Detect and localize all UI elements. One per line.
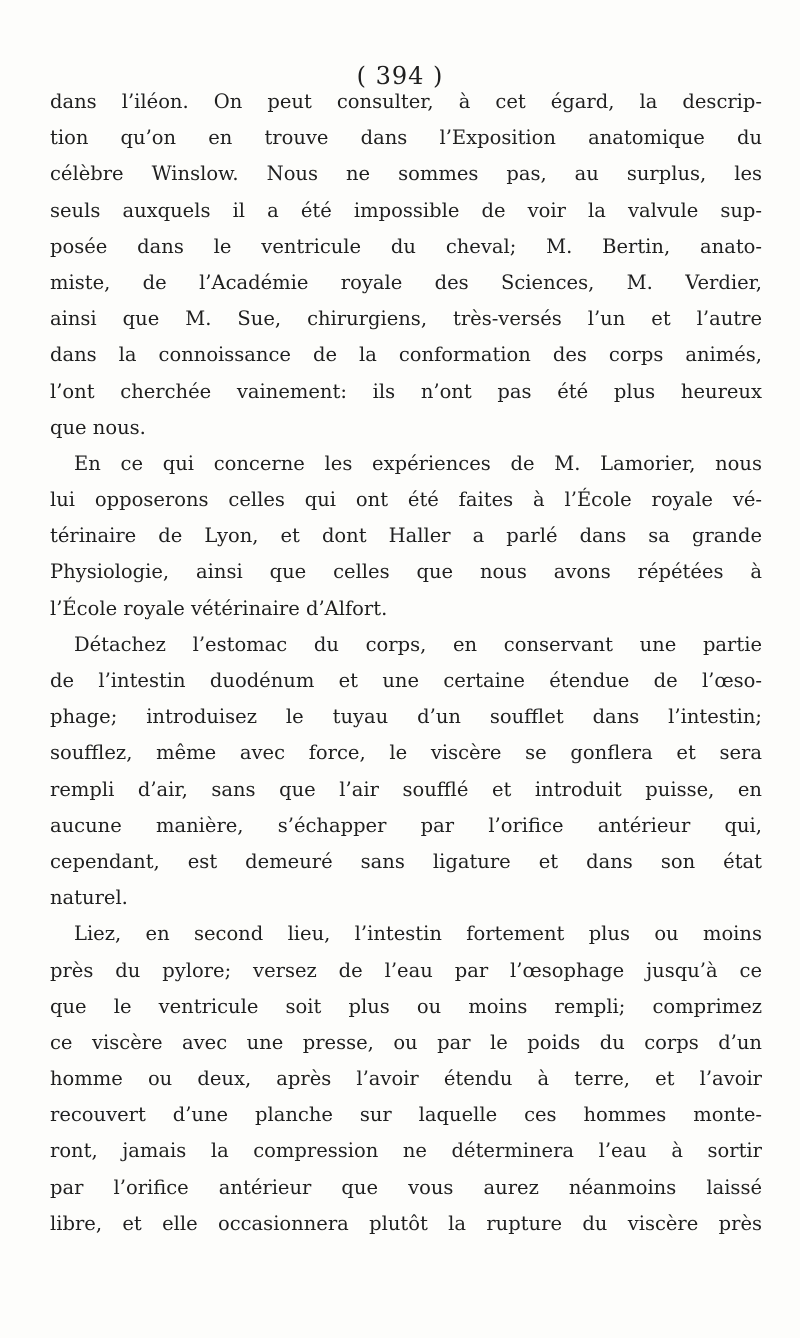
text-line: seuls auxquels il a été impossible de voir la valvule sup-	[50, 198, 762, 222]
text-line: par l’orifice antérieur que vous aurez néanmoins laissé	[50, 1175, 762, 1199]
text-line: posée dans le ventricule du cheval; M. Bertin, anato-	[50, 234, 762, 258]
text-line: que le ventricule soit plus ou moins rempli; comprimez	[50, 994, 762, 1018]
text-line: recouvert d’une planche sur laquelle ces hommes monte-	[50, 1103, 762, 1127]
text-line: dans l’iléon. On peut consulter, à cet égard, la descrip-	[50, 90, 762, 113]
text-line: de l’intestin duodénum et une certaine étendue de l’œso-	[50, 669, 762, 692]
text-line: soufflez, même avec force, le viscère se gonflera et sera	[50, 741, 762, 765]
text-line: rempli d’air, sans que l’air soufflé et introduit puisse, en	[50, 777, 762, 801]
text-line: l’École royale vétérinaire d’Alfort.	[50, 596, 388, 620]
text-line: cependant, est demeuré sans ligature et dans son état	[50, 849, 762, 873]
text-line: lui opposerons celles qui ont été faites à l’École royale vé-	[50, 488, 762, 512]
text-line: l’ont cherchée vainement: ils n’ont pas été plus heureux	[50, 379, 762, 403]
paragraph-4	[50, 916, 762, 1242]
paragraph-2	[50, 446, 762, 627]
text-line: naturel.	[50, 886, 128, 910]
text-line: ainsi que M. Sue, chirurgiens, très-versés l’un et l’autre	[50, 307, 762, 331]
text-line: En ce qui concerne les expériences de M. Lamorier, nous	[74, 451, 762, 475]
text-line: tion qu’on en trouve dans l’Exposition anatomique du	[50, 126, 762, 150]
text-line: homme ou deux, après l’avoir étendu à terre, et l’avoir	[50, 1067, 762, 1091]
text-line: térinaire de Lyon, et dont Haller a parlé dans sa grande	[50, 524, 762, 548]
paragraph-3	[50, 627, 762, 917]
paragraph-1	[50, 84, 762, 446]
text-line: libre, et elle occasionnera plutôt la rupture du viscère près	[50, 1211, 762, 1235]
body-text	[50, 84, 762, 1242]
text-line: Détachez l’estomac du corps, en conservant une partie	[74, 632, 762, 656]
page-number: ( 394 )	[356, 62, 444, 90]
text-line: dans la connoissance de la conformation des corps animés,	[50, 343, 762, 367]
text-line: miste, de l’Académie royale des Sciences, M. Verdier,	[50, 270, 762, 294]
text-line: près du pylore; versez de l’eau par l’œsophage jusqu’à ce	[50, 958, 762, 982]
text-line: ce viscère avec une presse, ou par le poids du corps d’un	[50, 1030, 762, 1054]
text-line: Physiologie, ainsi que celles que nous avons répétées à	[50, 560, 762, 584]
text-line: phage; introduisez le tuyau d’un soufflet dans l’intestin;	[50, 705, 762, 729]
text-line: que nous.	[50, 415, 146, 439]
text-line: célèbre Winslow. Nous ne sommes pas, au surplus, les	[50, 162, 762, 186]
text-line: ront, jamais la compression ne déterminera l’eau à sortir	[50, 1139, 762, 1163]
text-line: Liez, en second lieu, l’intestin fortement plus ou moins	[74, 922, 762, 946]
text-line: aucune manière, s’échapper par l’orifice antérieur qui,	[50, 813, 762, 837]
